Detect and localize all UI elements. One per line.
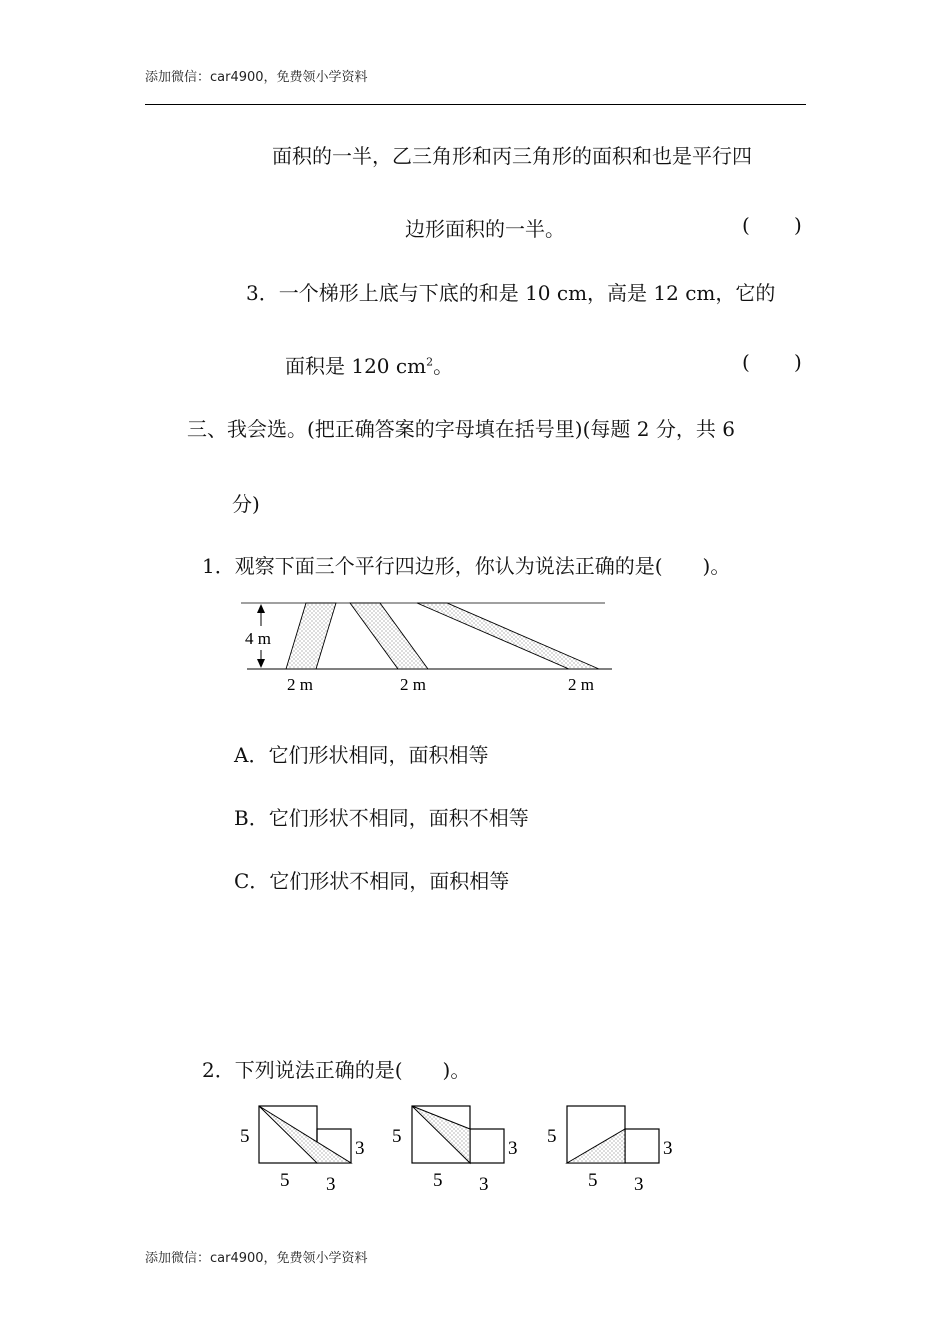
q2-fig3-left-label: 5 [547, 1126, 557, 1147]
item3-superscript: 2 [426, 355, 434, 369]
q1-stem: 1．观察下面三个平行四边形，你认为说法正确的是( )。 [202, 554, 731, 578]
q1-base-label-1: 2 m [287, 675, 313, 694]
q1-arrow-down-icon [257, 659, 265, 668]
q1-parallelogram-figure [235, 596, 615, 696]
item3-area-text: 面积是 120 cm [285, 354, 427, 378]
q2-figure-2 [392, 1106, 518, 1195]
q1-parallelogram-2 [350, 603, 428, 669]
part3-heading-line1: 三、我会选。(把正确答案的字母填在括号里)(每题 2 分，共 6 [187, 417, 735, 441]
q2-figure-3 [547, 1106, 673, 1195]
q1-parallelogram-3 [417, 603, 599, 669]
q2-stem: 2．下列说法正确的是( )。 [202, 1058, 471, 1082]
q1-option-b[interactable]: B．它们形状不相同，面积不相等 [234, 806, 529, 830]
q2-fig2-right-label: 3 [508, 1138, 518, 1159]
q1-option-a[interactable]: A．它们形状相同，面积相等 [234, 743, 489, 767]
q2-fig1-right-label: 3 [355, 1138, 365, 1159]
q1-base-label-2: 2 m [400, 675, 426, 694]
q2-fig3-small-square [625, 1129, 659, 1163]
q2-fig1-shaded-triangle [259, 1106, 351, 1163]
item3-period: 。 [433, 354, 454, 378]
q2-fig1-left-label: 5 [240, 1126, 250, 1147]
header-watermark: 添加微信：car4900，免费领小学资料 [145, 70, 368, 85]
q2-fig3-bottom-right-label: 3 [634, 1174, 644, 1195]
q2-fig2-left-label: 5 [392, 1126, 402, 1147]
q2-fig2-bottom-right-label: 3 [479, 1174, 489, 1195]
part3-heading-line2: 分) [232, 492, 260, 516]
q2-figure-1 [240, 1106, 365, 1195]
q2-figures [235, 1098, 685, 1198]
item3-line2 [285, 350, 453, 379]
q2-fig1-bottom-right-label: 3 [326, 1174, 336, 1195]
q1-parallelogram-1 [286, 603, 336, 669]
q2-fig1-bottom-left-label: 5 [280, 1170, 290, 1191]
q2-fig2-shaded-triangle [412, 1106, 470, 1163]
item2-line2: 边形面积的一半。 [405, 217, 565, 241]
item2-line1: 面积的一半，乙三角形和丙三角形的面积和也是平行四 [272, 144, 752, 168]
q2-fig3-right-label: 3 [663, 1138, 673, 1159]
answer-paren-open-item3: ( [742, 350, 750, 374]
q2-fig3-shaded-triangle [567, 1129, 625, 1163]
answer-paren-close-item3: ) [794, 350, 802, 374]
q2-fig3-bottom-left-label: 5 [588, 1170, 598, 1191]
footer-watermark: 添加微信：car4900，免费领小学资料 [145, 1251, 368, 1266]
q1-base-label-3: 2 m [568, 675, 594, 694]
q1-option-c[interactable]: C．它们形状不相同，面积相等 [234, 869, 510, 893]
q1-arrow-up-icon [257, 604, 265, 613]
q1-height-label: 4 m [245, 629, 271, 648]
q2-fig2-small-square [470, 1129, 504, 1163]
item3-line1: 3．一个梯形上底与下底的和是 10 cm，高是 12 cm，它的 [246, 281, 776, 305]
answer-paren-close-item2: ) [794, 213, 802, 237]
q2-fig2-bottom-left-label: 5 [433, 1170, 443, 1191]
header-rule [145, 104, 806, 105]
answer-paren-open-item2: ( [742, 213, 750, 237]
